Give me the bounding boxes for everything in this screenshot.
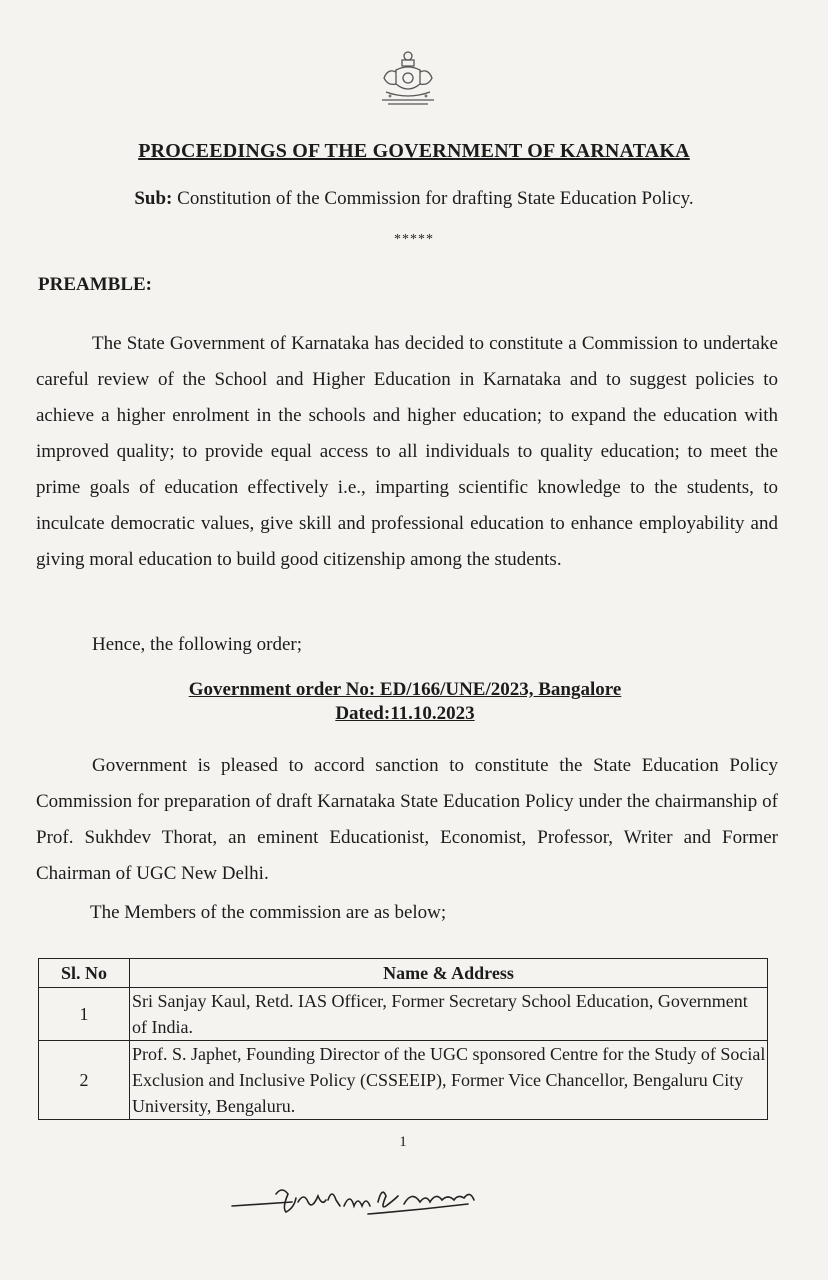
members-intro: The Members of the commission are as below; xyxy=(90,902,447,923)
row-sl-no: 2 xyxy=(39,1041,130,1120)
order-block xyxy=(0,678,810,726)
order-number: Government order No: ED/166/UNE/2023, Bangalore xyxy=(188,679,622,700)
order-paragraph: Government is pleased to accord sanction to constitute the State Education Policy Commission for preparation of draft Karnataka State Education Policy under the chairmanship of Prof. Sukhdev Thorat, an eminent Educationist, Economist, Professor, Writer and Former Chairman of UGC New Delhi. xyxy=(36,755,778,884)
table-row xyxy=(39,1041,768,1120)
preamble-heading: PREAMBLE: xyxy=(38,274,152,295)
hence-line: Hence, the following order; xyxy=(92,634,302,655)
row-name-address: Prof. S. Japhet, Founding Director of the UGC sponsored Centre for the Study of Social Exclusion and Inclusive Policy (CSSEEIP), Former Vice Chancellor, Bengaluru City University, Bengaluru. xyxy=(130,1041,768,1120)
column-header-name-address: Name & Address xyxy=(130,959,768,988)
members-table xyxy=(38,958,768,1120)
page-number: 1 xyxy=(399,1134,407,1150)
order-date: Dated:11.10.2023 xyxy=(335,703,475,724)
subject-label: Sub: xyxy=(134,188,173,209)
table-row xyxy=(39,988,768,1041)
row-name-address: Sri Sanjay Kaul, Retd. IAS Officer, Former Secretary School Education, Government of India. xyxy=(130,988,768,1041)
row-sl-no: 1 xyxy=(39,988,130,1041)
page-title: PROCEEDINGS OF THE GOVERNMENT OF KARNATAKA xyxy=(138,140,690,162)
table-header-row xyxy=(39,959,768,988)
column-header-sl-no: Sl. No xyxy=(39,959,130,988)
preamble-paragraph: The State Government of Karnataka has decided to constitute a Commission to undertake careful review of the School and Higher Education in Karnataka and to suggest policies to achieve a higher enrolment in the schools and higher education; to expand the education with improved quality; to provide equal access to all individuals to quality education; to meet the prime goals of education effectively i.e., imparting scientific knowledge to the students, to inculcate democratic values, give skill and professional education to enhance employability and giving moral education to build good citizenship among the students. xyxy=(36,333,778,570)
subject-line xyxy=(0,188,828,210)
separator: ***** xyxy=(394,232,434,247)
subject-text: Constitution of the Commission for drafting State Education Policy. xyxy=(172,188,694,209)
handwritten-signature-icon xyxy=(228,1176,528,1224)
karnataka-emblem-icon xyxy=(372,48,444,110)
